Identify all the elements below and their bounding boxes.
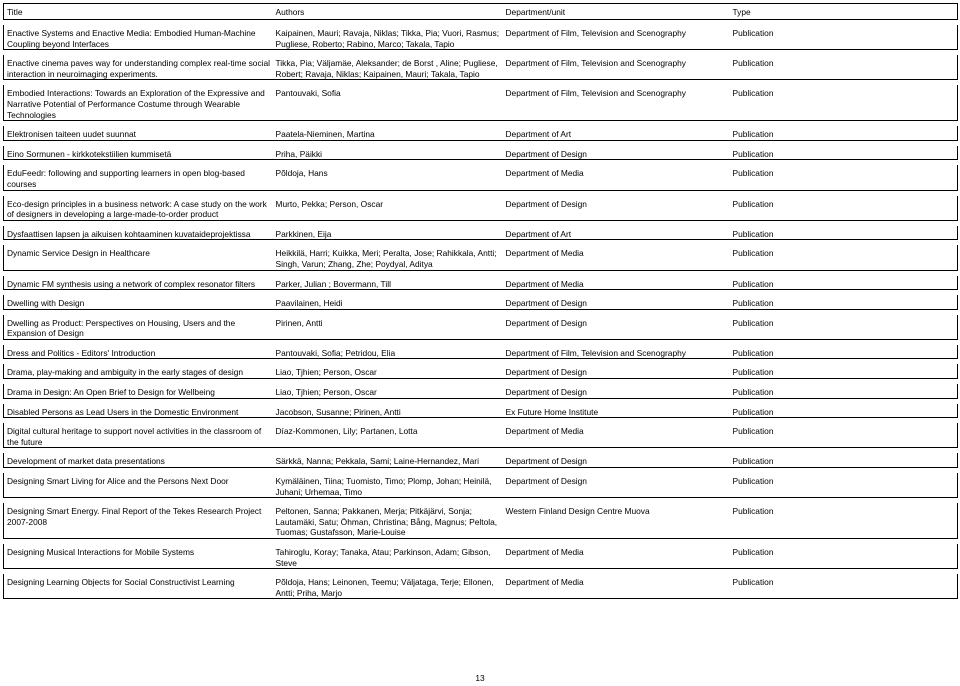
cell-title: Dwelling as Product: Perspectives on Housing, Users and the Expansion of Design <box>4 315 273 340</box>
cell-authors: Pantouvaki, Sofia <box>273 85 503 120</box>
cell-title: Embodied Interactions: Towards an Exploration of the Expressive and Narrative Potential of Performance Costume through Wearable Technologies <box>4 85 273 120</box>
cell-authors: Pantouvaki, Sofia; Petridou, Elia <box>273 345 503 359</box>
cell-title: Dynamic Service Design in Healthcare <box>4 245 273 270</box>
cell-department: Department of Media <box>503 245 730 270</box>
cell-type: Publication <box>730 453 958 467</box>
cell-authors: Paavilainen, Heidi <box>273 295 503 309</box>
table-row <box>4 126 958 140</box>
cell-type: Publication <box>730 544 958 569</box>
cell-department: Department of Film, Television and Scenography <box>503 85 730 120</box>
table-row <box>4 453 958 467</box>
cell-title: Dress and Politics - Editors' Introduction <box>4 345 273 359</box>
cell-title: Designing Learning Objects for Social Constructivist Learning <box>4 574 273 599</box>
cell-title: Designing Smart Energy. Final Report of the Tekes Research Project 2007-2008 <box>4 503 273 538</box>
cell-authors: Parkkinen, Eija <box>273 226 503 240</box>
cell-authors: Priha, Päikki <box>273 146 503 160</box>
cell-title: Digital cultural heritage to support novel activities in the classroom of the future <box>4 423 273 448</box>
cell-department: Department of Design <box>503 315 730 340</box>
cell-authors: Kaipainen, Mauri; Ravaja, Niklas; Tikka, Pia; Vuori, Rasmus; Pugliese, Roberto; Rabino, Marco; Takala, Tapio <box>273 25 503 50</box>
cell-department: Department of Film, Television and Scenography <box>503 55 730 80</box>
table-row <box>4 503 958 538</box>
cell-authors: Peltonen, Sanna; Pakkanen, Merja; Pitkäjärvi, Sonja; Lautamäki, Satu; Öhman, Christina; Bång, Magnus; Peltola, Tuomas; Gustafsson, Marie-Louise <box>273 503 503 538</box>
cell-type: Publication <box>730 315 958 340</box>
cell-authors: Parker, Julian ; Bovermann, Till <box>273 276 503 290</box>
cell-title: Drama in Design: An Open Brief to Design for Wellbeing <box>4 384 273 398</box>
table-row <box>4 55 958 80</box>
cell-authors: Särkkä, Nanna; Pekkala, Sami; Laine-Hernandez, Mari <box>273 453 503 467</box>
table-row <box>4 276 958 290</box>
cell-department: Department of Design <box>503 364 730 378</box>
table-row <box>4 574 958 599</box>
cell-type: Publication <box>730 503 958 538</box>
cell-title: Disabled Persons as Lead Users in the Domestic Environment <box>4 404 273 418</box>
cell-department: Department of Media <box>503 165 730 190</box>
cell-type: Publication <box>730 165 958 190</box>
document-page <box>3 3 957 599</box>
cell-authors: Põldoja, Hans; Leinonen, Teemu; Väljataga, Terje; Ellonen, Antti; Priha, Marjo <box>273 574 503 599</box>
cell-type: Publication <box>730 574 958 599</box>
table-row <box>4 315 958 340</box>
cell-type: Publication <box>730 364 958 378</box>
table-row <box>4 295 958 309</box>
table-header-row <box>4 4 958 20</box>
cell-title: Designing Musical Interactions for Mobile Systems <box>4 544 273 569</box>
table-row <box>4 196 958 221</box>
cell-authors: Tahiroglu, Koray; Tanaka, Atau; Parkinson, Adam; Gibson, Steve <box>273 544 503 569</box>
cell-department: Department of Media <box>503 276 730 290</box>
table-row <box>4 473 958 498</box>
cell-title: Drama, play-making and ambiguity in the early stages of design <box>4 364 273 378</box>
table-body <box>4 20 958 599</box>
header-department: Department/unit <box>503 4 730 20</box>
table-row <box>4 423 958 448</box>
cell-authors: Díaz-Kommonen, Lily; Partanen, Lotta <box>273 423 503 448</box>
cell-title: Dwelling with Design <box>4 295 273 309</box>
cell-type: Publication <box>730 404 958 418</box>
table-row <box>4 226 958 240</box>
table-row <box>4 544 958 569</box>
cell-type: Publication <box>730 85 958 120</box>
cell-authors: Heikkilä, Harri; Kuikka, Meri; Peralta, Jose; Rahikkala, Antti; Singh, Varun; Zhang, Zhe; Poydyal, Aditya <box>273 245 503 270</box>
cell-title: Dysfaattisen lapsen ja aikuisen kohtaaminen kuvataideprojektissa <box>4 226 273 240</box>
cell-authors: Jacobson, Susanne; Pirinen, Antti <box>273 404 503 418</box>
cell-authors: Põldoja, Hans <box>273 165 503 190</box>
cell-department: Department of Media <box>503 544 730 569</box>
cell-type: Publication <box>730 146 958 160</box>
cell-title: Eco-design principles in a business network: A case study on the work of designers in developing a large-made-to-order product <box>4 196 273 221</box>
table-row <box>4 345 958 359</box>
cell-type: Publication <box>730 423 958 448</box>
cell-title: Eino Sormunen - kirkkotekstiilien kummisetä <box>4 146 273 160</box>
cell-department: Department of Film, Television and Scenography <box>503 345 730 359</box>
cell-department: Department of Design <box>503 146 730 160</box>
cell-type: Publication <box>730 384 958 398</box>
cell-type: Publication <box>730 196 958 221</box>
cell-title: Designing Smart Living for Alice and the Persons Next Door <box>4 473 273 498</box>
cell-department: Department of Design <box>503 384 730 398</box>
table-row <box>4 85 958 120</box>
table-row <box>4 404 958 418</box>
cell-type: Publication <box>730 276 958 290</box>
table-row <box>4 146 958 160</box>
cell-title: EduFeedr: following and supporting learners in open blog-based courses <box>4 165 273 190</box>
cell-department: Department of Design <box>503 295 730 309</box>
cell-type: Publication <box>730 55 958 80</box>
table-row <box>4 364 958 378</box>
cell-title: Elektronisen taiteen uudet suunnat <box>4 126 273 140</box>
cell-department: Western Finland Design Centre Muova <box>503 503 730 538</box>
cell-type: Publication <box>730 245 958 270</box>
cell-type: Publication <box>730 226 958 240</box>
cell-title: Enactive cinema paves way for understanding complex real-time social interaction in neuroimaging experiments. <box>4 55 273 80</box>
cell-title: Development of market data presentations <box>4 453 273 467</box>
cell-department: Department of Art <box>503 126 730 140</box>
cell-type: Publication <box>730 473 958 498</box>
cell-authors: Murto, Pekka; Person, Oscar <box>273 196 503 221</box>
cell-department: Department of Film, Television and Scenography <box>503 25 730 50</box>
cell-authors: Paatela-Nieminen, Martina <box>273 126 503 140</box>
cell-title: Dynamic FM synthesis using a network of complex resonator filters <box>4 276 273 290</box>
cell-authors: Pirinen, Antti <box>273 315 503 340</box>
cell-department: Department of Media <box>503 423 730 448</box>
cell-authors: Liao, Tjhien; Person, Oscar <box>273 364 503 378</box>
publications-table <box>3 3 958 599</box>
cell-department: Department of Design <box>503 196 730 221</box>
cell-authors: Tikka, Pia; Väljamäe, Aleksander; de Borst , Aline; Pugliese, Robert; Ravaja, Niklas; Kaipainen, Mauri; Takala, Tapio <box>273 55 503 80</box>
table-row <box>4 245 958 270</box>
cell-type: Publication <box>730 126 958 140</box>
cell-title: Enactive Systems and Enactive Media: Embodied Human-Machine Coupling beyond Interfaces <box>4 25 273 50</box>
cell-department: Department of Art <box>503 226 730 240</box>
cell-department: Ex Future Home Institute <box>503 404 730 418</box>
cell-type: Publication <box>730 295 958 309</box>
cell-department: Department of Design <box>503 453 730 467</box>
cell-department: Department of Design <box>503 473 730 498</box>
table-row <box>4 165 958 190</box>
cell-department: Department of Media <box>503 574 730 599</box>
cell-type: Publication <box>730 25 958 50</box>
page-number: 13 <box>475 673 485 683</box>
table-row <box>4 384 958 398</box>
header-authors: Authors <box>273 4 503 20</box>
cell-authors: Kymäläinen, Tiina; Tuomisto, Timo; Plomp, Johan; Heinilä, Juhani; Urhemaa, Timo <box>273 473 503 498</box>
cell-authors: Liao, Tjhien; Person, Oscar <box>273 384 503 398</box>
table-row <box>4 25 958 50</box>
header-type: Type <box>730 4 958 20</box>
cell-type: Publication <box>730 345 958 359</box>
header-title: Title <box>4 4 273 20</box>
